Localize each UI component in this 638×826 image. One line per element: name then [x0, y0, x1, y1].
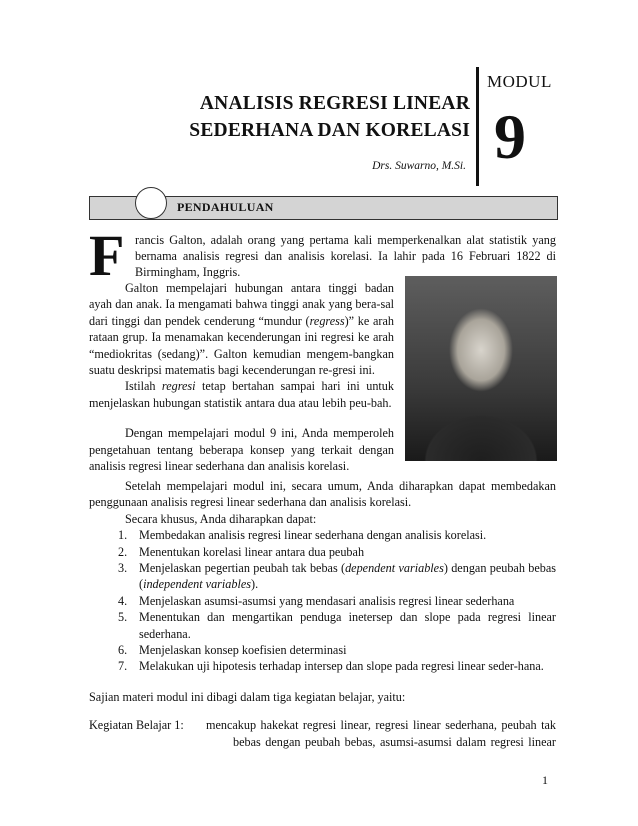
module-title-line2: SEDERHANA DAN KORELASI [189, 120, 470, 141]
paragraph-galton-study [89, 280, 394, 378]
drop-cap: F [89, 223, 125, 288]
intro-line-2: bernama analisis regresi dan analisis korelasi. Ia lahir pada 16 Februari 1822 di [135, 249, 556, 263]
objective-number: 3. [118, 561, 128, 576]
kegiatan-belajar-line-2: bebas dengan peubah bebas, asumsi-asumsi dalam regresi linear [233, 734, 556, 749]
objective-item [118, 658, 556, 674]
intro-line-1: rancis Galton, adalah orang yang pertama kali memperkenalkan alat statistik yang [135, 233, 556, 247]
kegiatan-belajar-1 [89, 717, 556, 750]
paragraph-regresi-term [89, 378, 394, 411]
objective-item [118, 609, 556, 642]
kegiatan-belajar-desc [206, 717, 556, 750]
objective-text: Menjelaskan asumsi-asumsi yang mendasari analisis regresi linear sederhana [139, 593, 515, 608]
objective-term-independent: independent variables [143, 577, 252, 592]
para2-regress-term: regress [309, 313, 345, 328]
objective-term-dependent: dependent variables [345, 561, 444, 576]
objective-text: ). [251, 577, 259, 592]
para3-text-a: Istilah [125, 379, 162, 394]
objective-number: 7. [118, 659, 128, 674]
objective-text: Melakukan uji hipotesis terhadap intersep dan slope pada regresi linear seder-hana. [139, 659, 544, 674]
author-name: Drs. Suwarno, M.Si. [372, 160, 466, 172]
objective-number: 1. [118, 528, 128, 543]
objective-text: Membedakan analisis regresi linear sederhana dengan analisis korelasi. [139, 528, 487, 543]
kegiatan-belajar-label: Kegiatan Belajar 1: [89, 718, 184, 733]
full-width-body [89, 478, 556, 750]
objective-text: ) dengan peubah bebas ( [139, 561, 556, 592]
objective-item [118, 527, 556, 543]
objectives-list [118, 527, 556, 675]
page-number: 1 [542, 773, 548, 787]
section-heading: PENDAHULUAN [177, 200, 274, 214]
objective-text: Menjelaskan pegertian peubah tak bebas ( [139, 561, 346, 576]
objective-item [118, 560, 556, 593]
intro-line-3: Birmingham, Inggris. [135, 265, 241, 279]
modul-label: MODUL [487, 72, 552, 91]
objective-item [118, 642, 556, 658]
para3-regresi-term: regresi [161, 379, 196, 394]
para2-text-a: Galton mempelajari hubungan antara tinggi badan ayah dan anak. Ia mengamati bahwa tinggi anak yang bera-sal dari tinggi dan pendek cenderung “mundur ( [89, 281, 394, 328]
para3-text-b: tetap bertahan sampai hari ini untuk menjelaskan hubungan statistik antara dua atau lebih peu-bah. [89, 379, 394, 410]
objective-text: Menentukan korelasi linear antara dua peubah [139, 544, 365, 559]
objective-text: Menentukan dan mengartikan penduga inetersep dan slope pada regresi linear sederhana. [139, 610, 556, 641]
module-title-line1: ANALISIS REGRESI LINEAR [199, 93, 470, 114]
objective-item [118, 593, 556, 609]
objective-number: 6. [118, 643, 128, 658]
para2-text-b: )” ke arah rataan grup. Ia menamakan kecenderungan ini regresi ke arah “mediokritas (sedang)”. Galton kemudian mengem-bangkan suatu deskripsi matematis bagi kecenderungan re-gresi ini. [89, 313, 394, 378]
paragraph-specific-goal: Secara khusus, Anda diharapkan dapat: [125, 511, 317, 526]
paragraph-general-goal: Setelah mempelajari modul ini, secara umum, Anda diharapkan dapat membedakan penggunaan analisis regresi linear sederhana dan analisis korelasi. [89, 479, 556, 510]
galton-portrait-photo [405, 276, 557, 461]
kegiatan-belajar-line-1: mencakup hakekat regresi linear, regresi linear sederhana, peubah tak [206, 718, 556, 733]
objective-number: 5. [118, 610, 128, 625]
objective-number: 2. [118, 544, 128, 559]
intro-body-column [89, 280, 394, 474]
objective-text: Menjelaskan konsep koefisien determinasi [139, 643, 347, 658]
paragraph-modul-intro: Dengan mempelajari modul 9 ini, Anda memperoleh pengetahuan tentang beberapa konsep yang terkait dengan analisis regresi linear sederhana dan analisis korelasi. [89, 426, 394, 474]
objective-number: 4. [118, 593, 128, 608]
modul-number: 9 [494, 101, 526, 172]
paragraph-sajian: Sajian materi modul ini dibagi dalam tiga kegiatan belajar, yaitu: [89, 689, 406, 704]
section-circle-ornament [135, 187, 167, 219]
header-divider [476, 67, 479, 186]
objective-item [118, 544, 556, 560]
